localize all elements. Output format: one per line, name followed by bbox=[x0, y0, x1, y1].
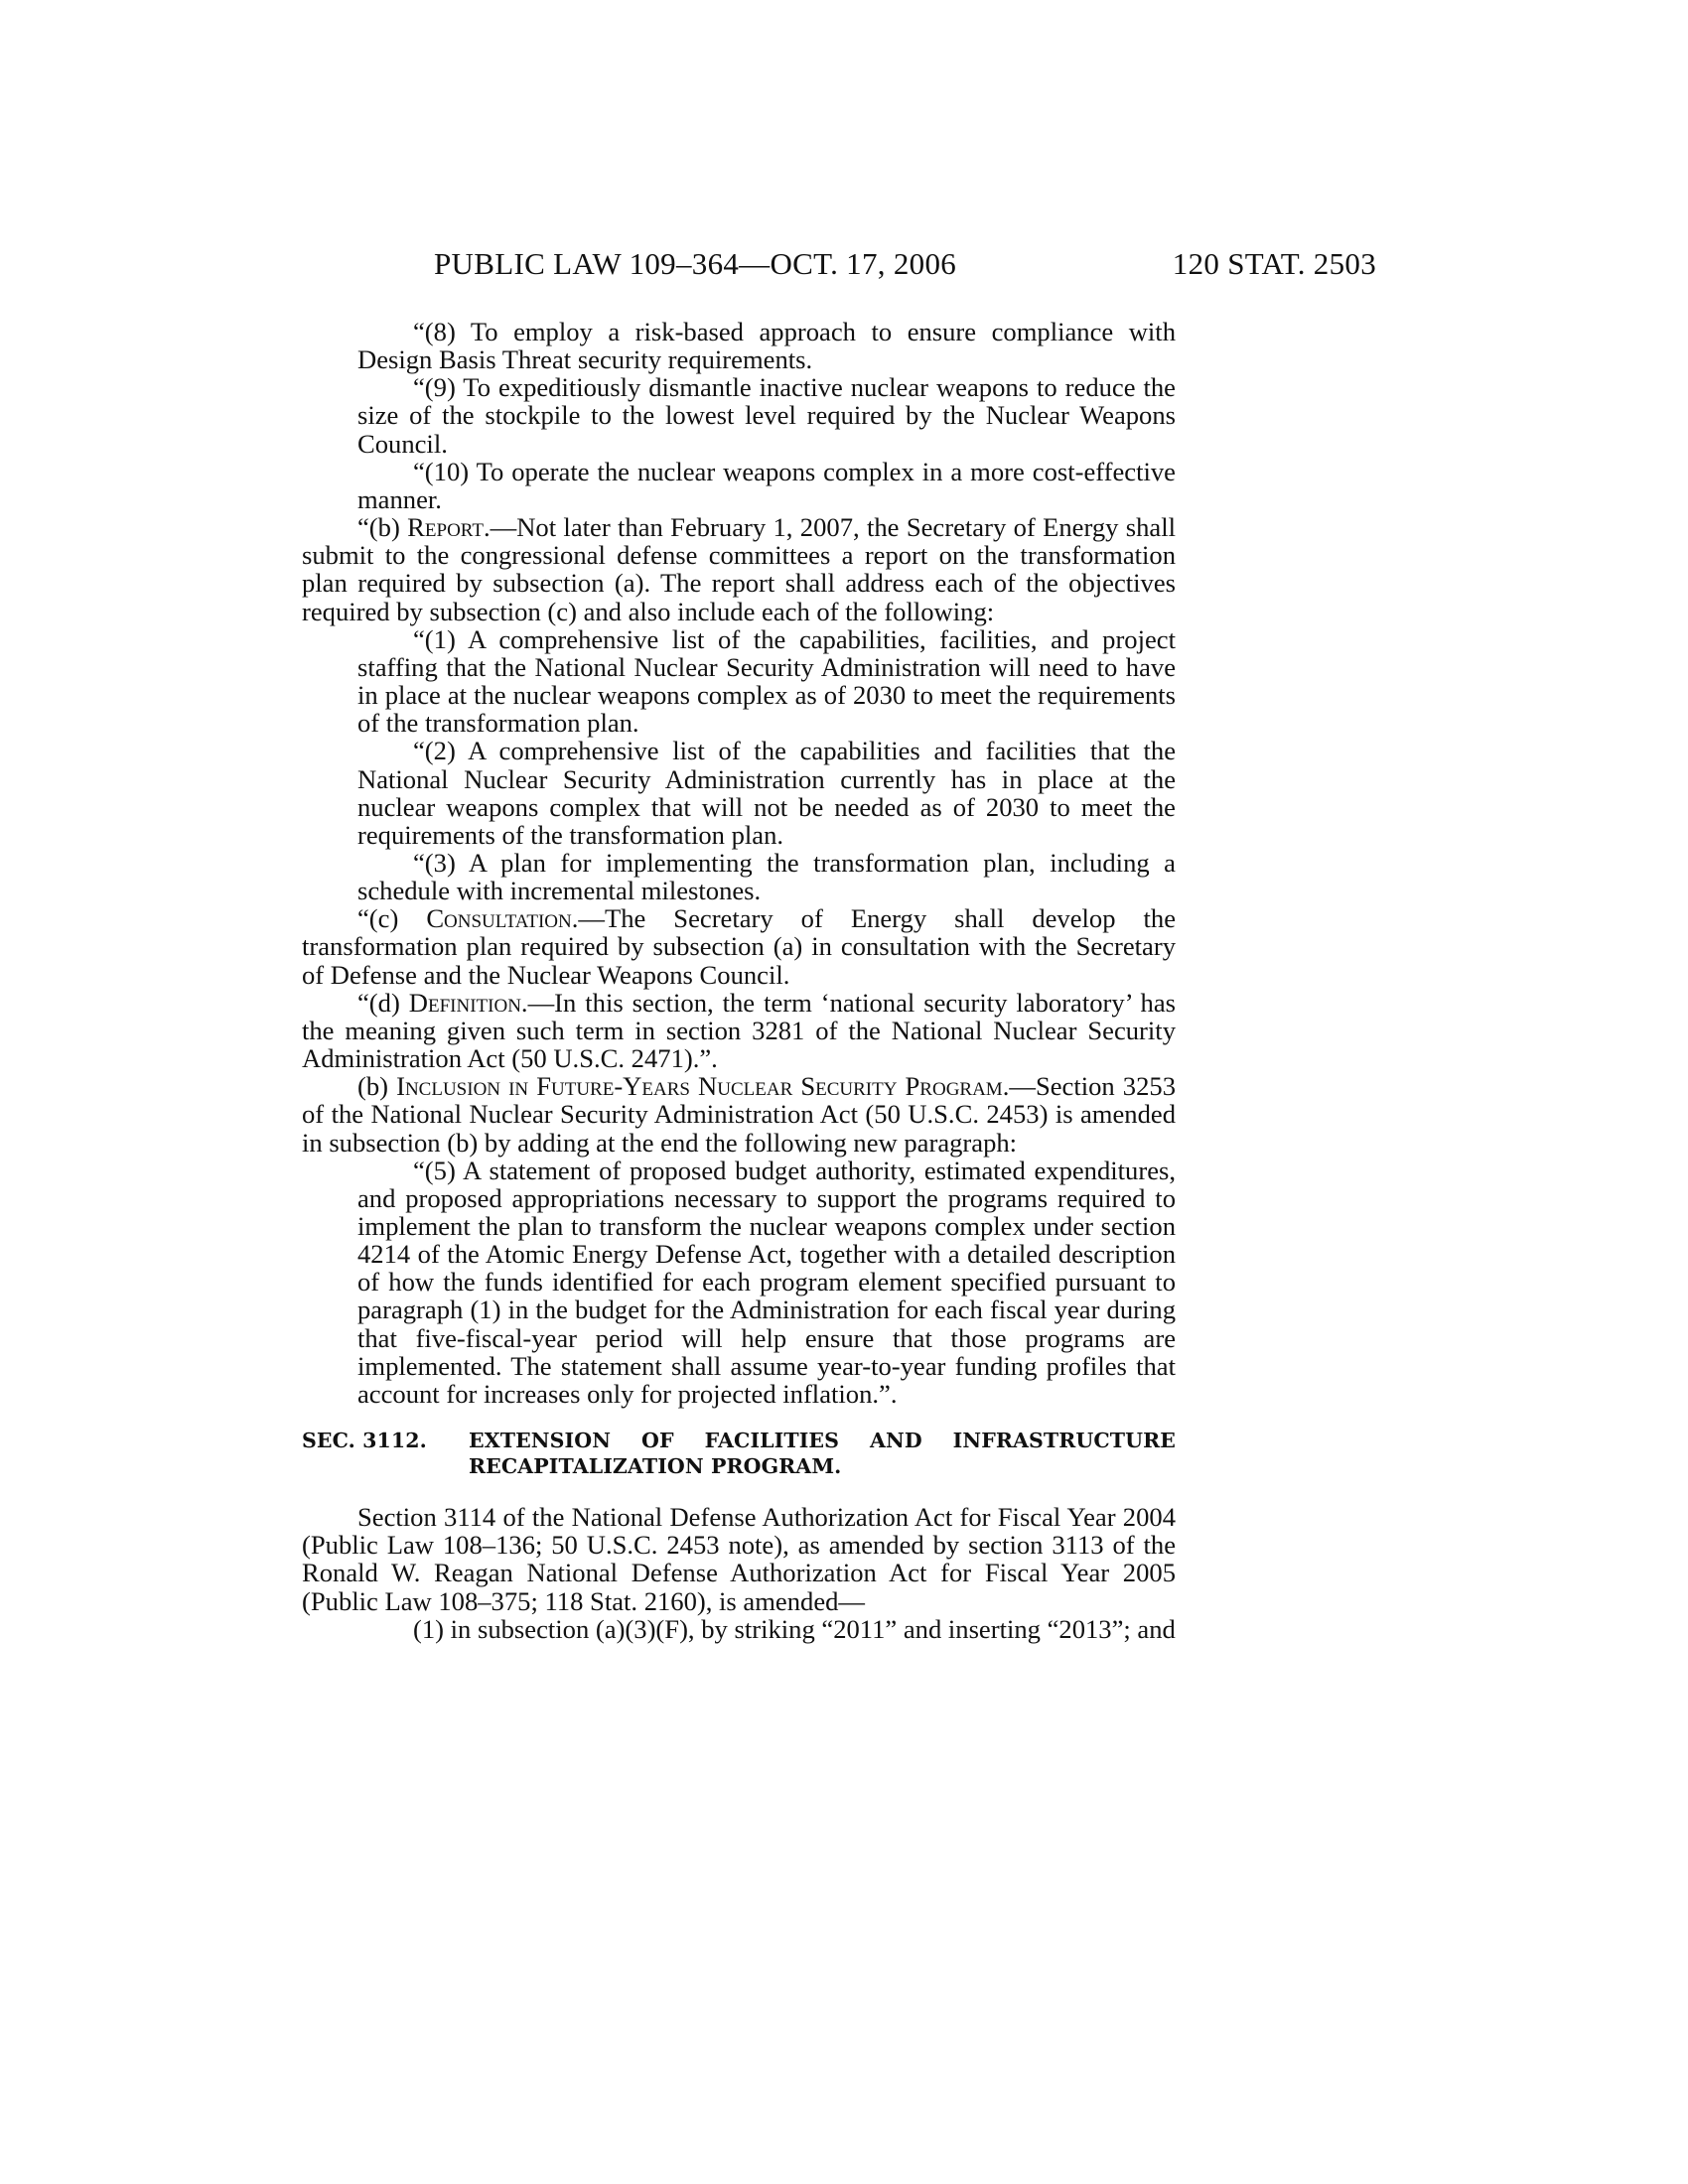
statute-page-number: 120 STAT. 2503 bbox=[1172, 246, 1376, 281]
section-3112-label: SEC. 3112. bbox=[302, 1429, 427, 1453]
report-item-3-paragraph: “(3) A plan for implementing the transformation plan, including a schedule with incremental milestones. bbox=[357, 847, 1176, 906]
subsection-b-text: —Not later than February 1, 2007, the Secretary of Energy shall submit to the congressional defense committees a report on the transformation plan required by subsection (a). The report shall address each of the objectives required by subsection (c) and also include each of the following: bbox=[302, 512, 1176, 626]
section-3112-title: EXTENSION OF FACILITIES AND INFRASTRUCTURE RECAPITALIZATION PROGRAM. bbox=[469, 1429, 1176, 1479]
objective-10-paragraph: “(10) To operate the nuclear weapons complex in a more cost-effective manner. bbox=[357, 456, 1176, 514]
paragraph-5-statement: “(5) A statement of proposed budget authority, estimated expenditures, and proposed appropriations necessary to support the programs required to implement the plan to transform the nuclear weapons complex under section 4214 of the Atomic Energy Defense Act, together with a detailed description of how the funds identified for each program element specified pursuant to paragraph (1) in the budget for the Administration for each fiscal year during that five-fiscal-year period will help ensure that those programs are implemented. The statement shall assume year-to-year funding profiles that account for increases only for projected inflation.”. bbox=[357, 1155, 1176, 1409]
subsection-c-consultation bbox=[302, 904, 1176, 988]
subsection-b-designator: “(b) bbox=[357, 512, 408, 543]
subsection-b-heading: Report. bbox=[407, 512, 491, 543]
report-item-2-paragraph: “(2) A comprehensive list of the capabilities and facilities that the National Nuclear Security Administration currently has in place at the nuclear weapons complex that will not be needed as of 2030 to meet the requirements of the transformation plan. bbox=[357, 736, 1176, 850]
page-header bbox=[298, 246, 1376, 286]
subsection-b-report bbox=[302, 513, 1176, 625]
document-body bbox=[302, 318, 1176, 1643]
section-3112-item-1: (1) in subsection (a)(3)(F), by striking “2011” and inserting “2013”; and bbox=[413, 1613, 1176, 1644]
subsection-d-definition bbox=[302, 989, 1176, 1072]
inclusion-heading: Inclusion in Future-Years Nuclear Security Program. bbox=[396, 1071, 1010, 1102]
subsection-c-heading: Consultation. bbox=[426, 903, 579, 934]
subsection-d-text: —In this section, the term ‘national security laboratory’ has the meaning given such term in section 3281 of the National Nuclear Security Administration Act (50 U.S.C. 2471).”. bbox=[302, 987, 1176, 1074]
subsection-c-designator: “(c) bbox=[357, 903, 427, 934]
running-head-title: PUBLIC LAW 109–364—OCT. 17, 2006 bbox=[434, 246, 957, 281]
subsection-c-text: —The Secretary of Energy shall develop the transformation plan required by subsection (a) in consultation with the Secretary of Defense and the Nuclear Weapons Council. bbox=[302, 903, 1176, 990]
objective-9-paragraph: “(9) To expeditiously dismantle inactive nuclear weapons to reduce the size of the stockpile to the lowest level required by the Nuclear Weapons Council. bbox=[357, 372, 1176, 459]
subsection-d-heading: Definition. bbox=[408, 987, 528, 1018]
section-3112-heading bbox=[302, 1428, 1176, 1479]
inclusion-subsection bbox=[302, 1072, 1176, 1156]
subsection-d-designator: “(d) bbox=[357, 987, 409, 1018]
inclusion-text: —Section 3253 of the National Nuclear Security Administration Act (50 U.S.C. 2453) is amended in subsection (b) by adding at the end the following new paragraph: bbox=[302, 1071, 1176, 1158]
report-item-1-paragraph: “(1) A comprehensive list of the capabilities, facilities, and project staffing that the National Nuclear Security Administration will need to have in place at the nuclear weapons complex as of 2030 to meet the requirements of the transformation plan. bbox=[357, 623, 1176, 739]
section-3112-intro: Section 3114 of the National Defense Authorization Act for Fiscal Year 2004 (Public Law 108–136; 50 U.S.C. 2453 note), as amended by section 3113 of the Ronald W. Reagan National Defense Authorization Act for Fiscal Year 2005 (Public Law 108–375; 118 Stat. 2160), is amended— bbox=[302, 1502, 1176, 1616]
inclusion-designator: (b) bbox=[357, 1071, 397, 1102]
objective-8-paragraph: “(8) To employ a risk-based approach to ensure compliance with Design Basis Threat security requirements. bbox=[357, 317, 1176, 375]
